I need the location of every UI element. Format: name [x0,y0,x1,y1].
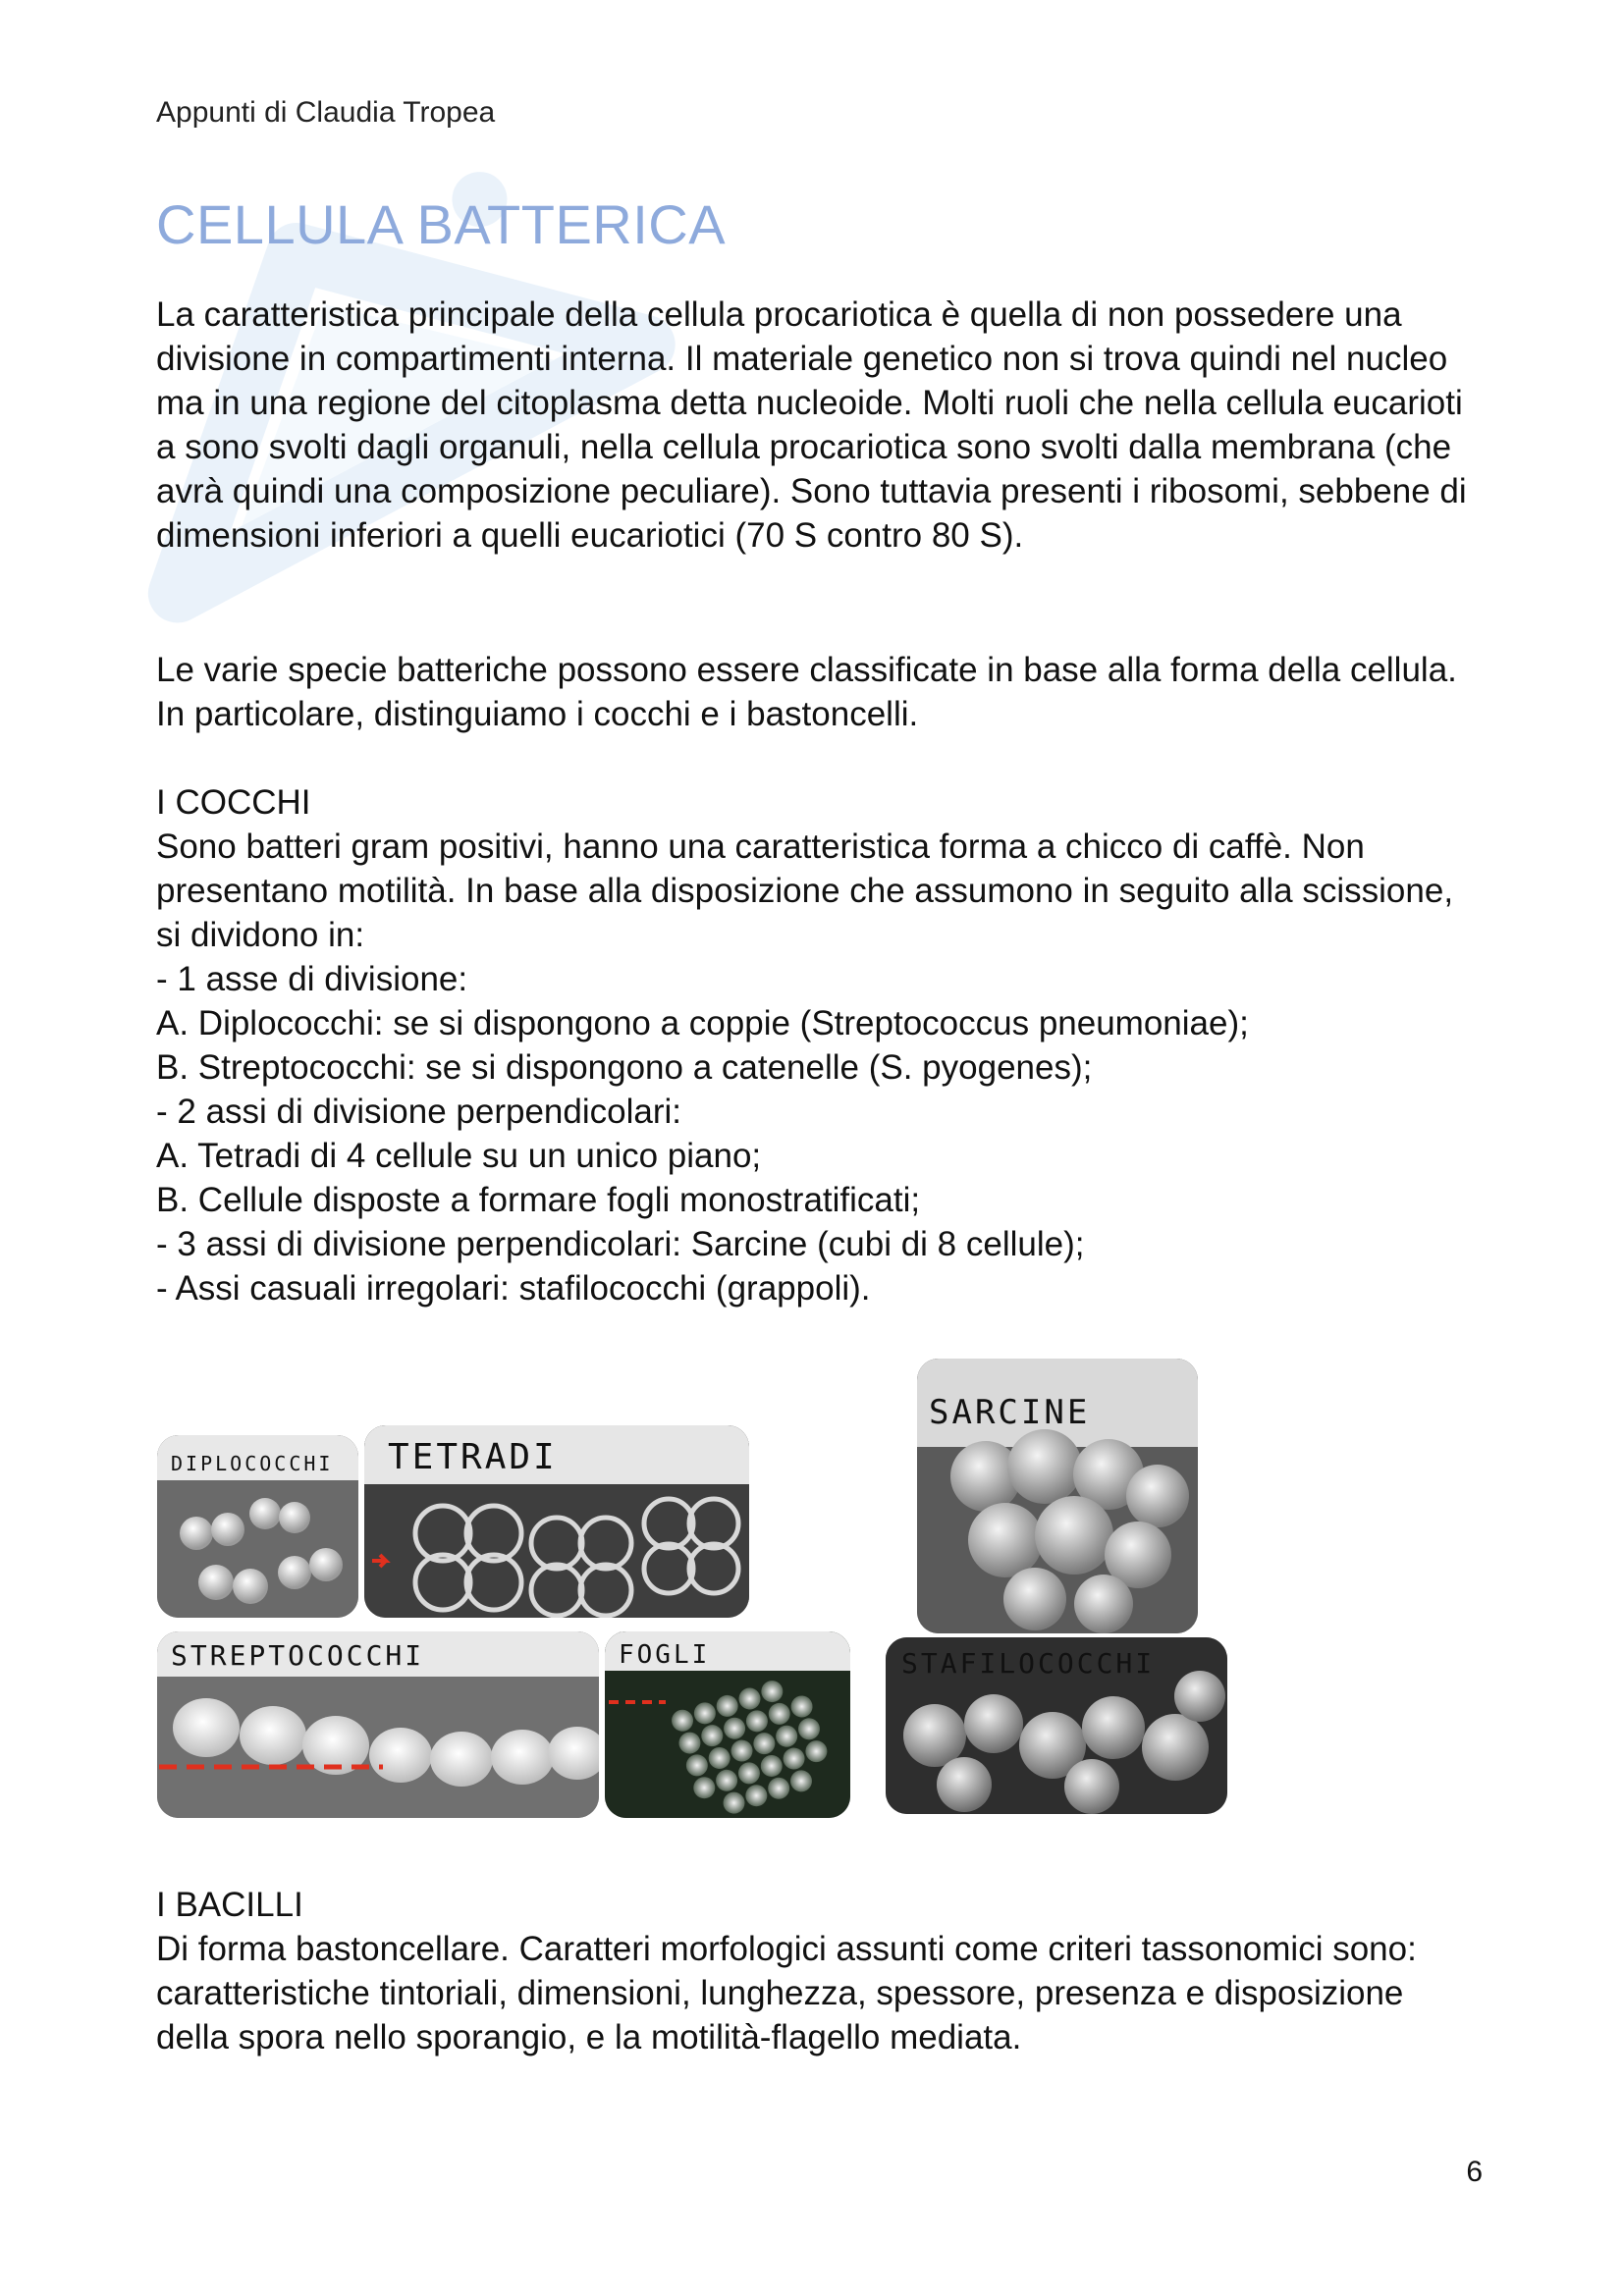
bacilli-section [156,1883,1482,2059]
classification-text: Le varie specie batteriche possono essere classificate in base alla forma della cellula. In particolare, distinguiamo i cocchi e i bastoncelli. [156,651,1457,733]
cocchi-line: - Assi casuali irregolari: stafilococchi (grappoli). [156,1269,871,1308]
cocchi-line: B. Streptococchi: se si dispongono a catenelle (S. pyogenes); [156,1048,1093,1087]
cocchi-line: - 3 assi di divisione perpendicolari: Sarcine (cubi di 8 cellule); [156,1225,1085,1263]
tetradi-photo [364,1425,749,1618]
cocchi-line: B. Cellule disposte a formare fogli monostratificati; [156,1181,921,1219]
diplococchi-photo [157,1435,358,1618]
page-title: CELLULA BATTERICA [156,193,727,255]
fogli-label: FOGLI [619,1640,711,1670]
stafilococchi-label: STAFILOCOCCHI [901,1647,1156,1680]
streptococchi-label: STREPTOCOCCHI [171,1639,425,1672]
intro-paragraph [156,293,1482,558]
stafilococchi-photo [886,1637,1227,1814]
cocchi-line: - 2 assi di divisione perpendicolari: [156,1093,681,1131]
diplococchi-label: DIPLOCOCCHI [171,1452,334,1475]
page-number: 6 [1466,2156,1483,2188]
cocchi-heading: I COCCHI [156,783,311,822]
cocchi-line: - 1 asse di divisione: [156,960,468,998]
fogli-photo [605,1631,850,1818]
cocchi-line: Sono batteri gram positivi, hanno una caratteristica forma a chicco di caffè. Non presentano motilità. In base alla disposizione che assumono in seguito alla scissione, si dividono in: [156,828,1454,954]
cocchi-line: A. Diplococchi: se si dispongono a coppie (Streptococcus pneumoniae); [156,1004,1249,1042]
bacilli-text: Di forma bastoncellare. Caratteri morfologici assunti come criteri tassonomici sono: caratteristiche tintoriali, dimensioni, lunghezza, spessore, presenza e disposizione della spora nello sporangio, e la motilità-flagello mediata. [156,1930,1417,2056]
sarcine-label: SARCINE [929,1393,1091,1432]
intro-text: La caratteristica principale della cellula procariotica è quella di non possedere una divisione in compartimenti interna. Il materiale genetico non si trova quindi nel nucleo ma in una regione del citoplasma detta nucleoide. Molti ruoli che nella cellula eucarioti a sono svolti dagli organuli, nella cellula procariotica sono svolti dalla membrana (che avrà quindi una composizione peculiare). Sono tuttavia presenti i ribosomi, sebbene di dimensioni inferiori a quelli eucariotici (70 S contro 80 S). [156,295,1467,555]
classification-paragraph [156,648,1482,736]
cocchi-section [156,780,1482,1310]
cocchi-line: A. Tetradi di 4 cellule su un unico piano; [156,1137,762,1175]
sarcine-photo [917,1359,1198,1633]
bacilli-heading: I BACILLI [156,1886,303,1924]
streptococchi-photo [157,1631,599,1818]
page-header: Appunti di Claudia Tropea [156,96,496,129]
tetradi-label: TETRADI [388,1437,558,1477]
